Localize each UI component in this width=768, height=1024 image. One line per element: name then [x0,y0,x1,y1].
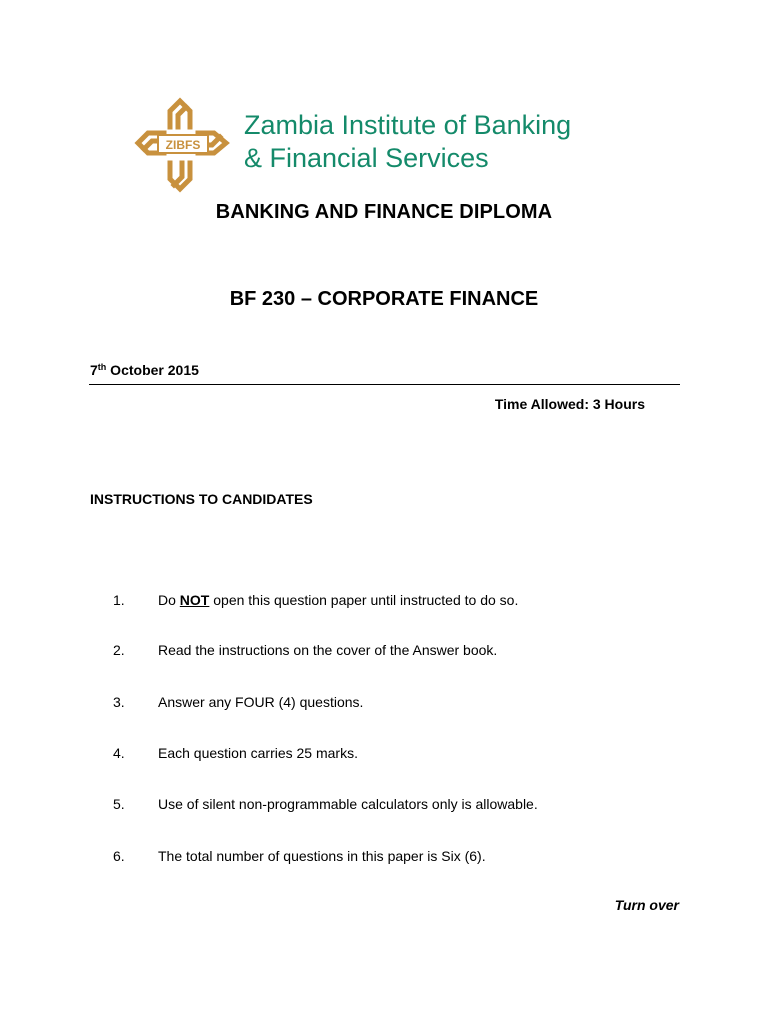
instruction-text-before: Do [158,592,180,608]
header-divider [89,384,680,385]
instruction-item [0,796,768,816]
instruction-text: Use of silent non-programmable calculators only is allowable. [158,796,538,812]
exam-date-rest: October 2015 [106,362,199,378]
exam-date-suffix: th [97,362,107,372]
instruction-text: Each question carries 25 marks. [158,745,358,761]
institution-name-line1: Zambia Institute of Banking [244,110,572,140]
logo-mark-text: ZIBFS [165,138,201,152]
instruction-item [0,642,768,662]
instruction-text: Answer any FOUR (4) questions. [158,694,364,710]
instruction-number: 2. [113,642,125,658]
diploma-title: BANKING AND FINANCE DIPLOMA [215,201,553,223]
turn-over-note: Turn over [614,897,679,913]
instruction-item [0,745,768,765]
institution-name [244,109,571,175]
instruction-number: 4. [113,745,125,761]
instruction-number: 3. [113,694,125,710]
instruction-text: Read the instructions on the cover of the Answer book. [158,642,498,658]
instruction-number: 6. [113,848,125,864]
institution-logo [134,97,590,195]
instruction-text [158,592,518,608]
instruction-number: 5. [113,796,125,812]
exam-date-day: 7 [90,362,98,378]
instruction-text: The total number of questions in this paper is Six (6). [158,848,486,864]
instruction-item [0,592,768,612]
instruction-text-after: open this question paper until instructed to do so. [209,592,519,608]
instruction-item [0,848,768,868]
course-title: BF 230 – CORPORATE FINANCE [229,288,539,310]
exam-date [90,362,199,378]
institution-name-line2: & Financial Services [244,143,489,173]
instruction-number: 1. [113,592,125,608]
instruction-item [0,694,768,714]
instruction-emphasis: NOT [179,592,210,608]
instructions-heading: INSTRUCTIONS TO CANDIDATES [90,491,313,507]
zibfs-emblem-icon [134,97,234,195]
time-allowed: Time Allowed: 3 Hours [494,396,645,412]
